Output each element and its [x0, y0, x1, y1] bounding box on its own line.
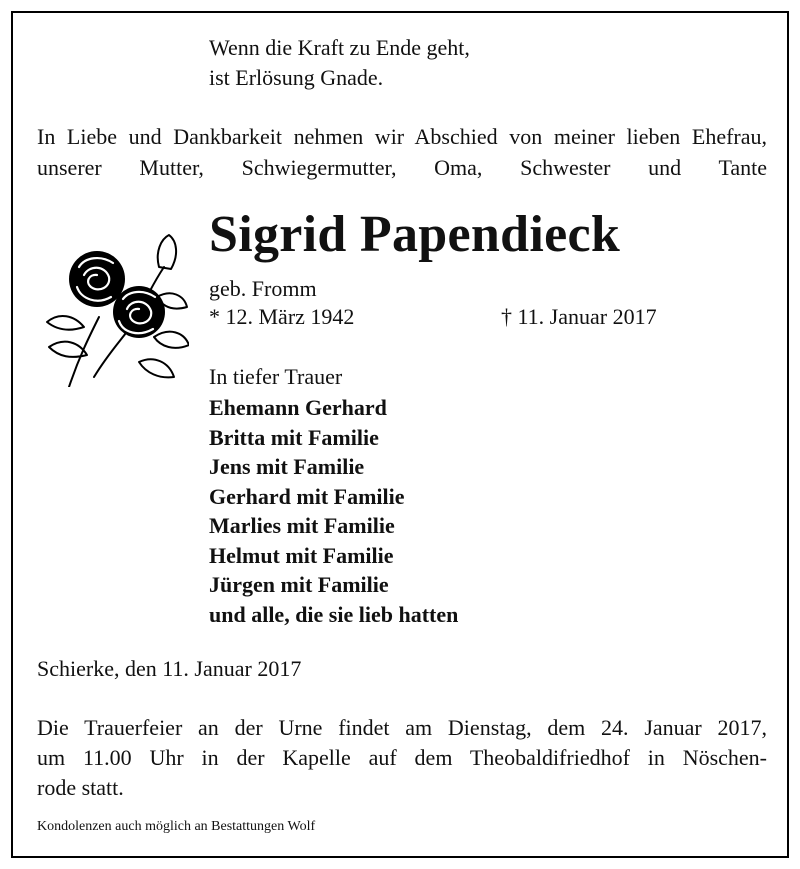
condolence-note: Kondolenzen auch möglich an Bestattungen Wolf: [37, 819, 316, 834]
deceased-name: Sigrid Papendieck: [209, 206, 621, 263]
intro-text: In Liebe und Dankbarkeit nehmen wir Abschied von meiner lieben Ehefrau, unserer Mutter, Schwiegermutter, Oma, Schwester und Tante: [37, 124, 767, 180]
funeral-line-3: rode statt.: [37, 775, 124, 800]
mourner-item: Marlies mit Familie: [209, 513, 395, 538]
obituary-notice: [11, 11, 789, 858]
verse-line-1: Wenn die Kraft zu Ende geht,: [209, 35, 470, 60]
mourner-item: Ehemann Gerhard: [209, 395, 387, 420]
funeral-line-2: um 11.00 Uhr in der Kapelle auf dem Theobaldifriedhof in Nöschen-: [37, 745, 767, 770]
mourner-item: Helmut mit Familie: [209, 542, 394, 568]
mourner-item: und alle, die sie lieb hatten: [209, 601, 459, 627]
maiden-name: geb. Fromm: [209, 276, 317, 301]
funeral-info: [37, 713, 767, 803]
verse: [209, 33, 470, 93]
mourning-intro: In tiefer Trauer: [209, 364, 343, 389]
birth-date: * 12. März 1942: [209, 304, 355, 329]
verse-line-2: ist Erlösung Gnade.: [209, 65, 384, 90]
death-date: † 11. Januar 2017: [501, 304, 657, 329]
mourner-item: Britta mit Familie: [209, 424, 379, 450]
roses-icon: [39, 227, 189, 387]
mourner-item: Jürgen mit Familie: [209, 572, 389, 597]
mourner-item: Gerhard mit Familie: [209, 483, 405, 509]
mourners-list: [209, 393, 458, 629]
place-date: Schierke, den 11. Januar 2017: [37, 656, 302, 681]
funeral-line-1: Die Trauerfeier an der Urne findet am Dienstag, dem 24. Januar 2017,: [37, 715, 767, 740]
mourner-item: Jens mit Familie: [209, 454, 365, 479]
